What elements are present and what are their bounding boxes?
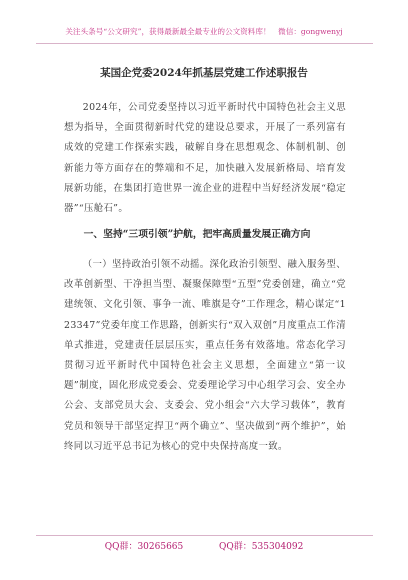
footer-qq-group-2: QQ群：535304092 xyxy=(219,542,304,552)
section-paragraph: （一）坚持政治引领不动摇。深化政治引领型、融入服务型、改革创新型、干净担当型、凝聚保障型“五型”党委创建，确立“党建统领、文化引领、事争一流、唯旗是夺”工作理念，精心谋定“123347”党委年度工作思路，创新实行“双入双创”月度重点工作清单式推进，党建责任层层压实，重点任务有效落地。常态化学习贯彻习近平新时代中国特色社会主义思想，全面建立“第一议题”制度，固化形成党委会、党委理论学习中心组学习会、安全办公会、支部党员大会、支委会、党小组会“六大学习载体”，教育党员和领导干部坚定捍卫“两个确立”、坚决做到“两个维护”，始终同以习近平总书记为核心的党中央保持高度一致。 xyxy=(64,259,346,452)
section-block xyxy=(64,255,346,457)
intro-block xyxy=(64,98,346,219)
footer-qq-group-1: QQ群：30265665 xyxy=(104,542,184,552)
intro-paragraph: 2024年，公司党委坚持以习近平新时代中国特色社会主义思想为指导，全面贯彻新时代党的建设总要求，开展了一系列富有成效的党建工作探索实践，破解自身在思想观念、体制机制、创新能力等方面存在的弊端和不足，加快融入发展新格局、培育发展新功能，在集团打造世界一流企业的进程中当好经济发展“稳定器”“压舱石”。 xyxy=(64,102,346,215)
footer xyxy=(0,541,408,553)
header-divider xyxy=(36,43,373,44)
footer-divider xyxy=(36,535,373,536)
section-heading: 一、坚持“三项引领”护航，把牢高质量发展正确方向 xyxy=(83,229,311,240)
document-title: 某国企党委2024年抓基层党建工作述职报告 xyxy=(100,67,308,79)
header-banner: 关注头条号“公文研究”，获得最新最全最专业的公文资料库！ 微信：gongwenyj xyxy=(65,27,343,36)
